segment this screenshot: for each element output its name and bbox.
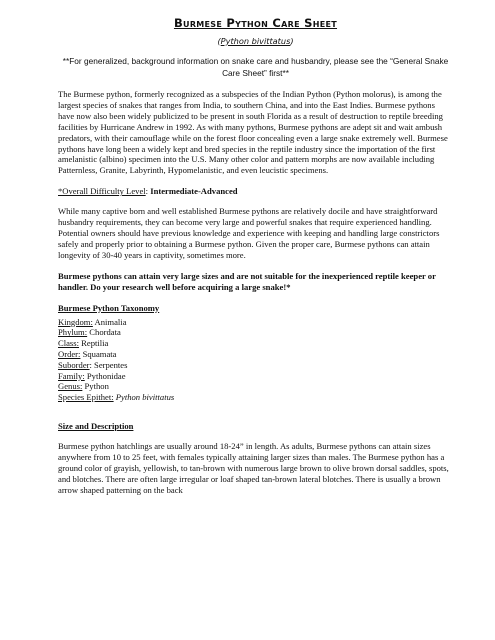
- taxonomy-row: Class: Reptilia: [58, 338, 109, 349]
- taxonomy-list: [58, 317, 453, 403]
- difficulty-label: *Overall Difficulty Level: [58, 186, 146, 197]
- general-care-note: **For generalized, background information on snake care and husbandry, please see the “General Snake Care Sheet” first**: [62, 56, 449, 78]
- warning-paragraph: Burmese pythons can attain very large sizes and are not suitable for the inexperienced reptile keeper or handler. Do your research well before acquiring a large snake!*: [58, 270, 436, 292]
- page-title: Burmese Python Care Sheet: [173, 16, 338, 30]
- difficulty-line: *Overall Difficulty Level: Intermediate-Advanced: [58, 186, 238, 197]
- size-paragraph: Burmese python hatchlings are usually around 18-24” in length. As adults, Burmese pythons can attain sizes anywhere from 10 to 25 feet, with females typically attaining larger sizes than males. The Burmese python has a ground color of grayish, yellowish, to tan-brown with numerous large brown to olive brown dorsal saddles, spots, and blotches. There are often large irregular or loaf shaped tan-brown lateral blotches. There is usually a brown arrow shaped patterning on the back: [58, 440, 449, 495]
- scientific-name: (Python bivittatus): [217, 36, 294, 46]
- taxonomy-row: Order: Squamata: [58, 348, 117, 359]
- taxonomy-row: Species Epithet: Python bivittatus: [58, 392, 175, 403]
- scientific-name-text: Python bivittatus: [220, 36, 291, 46]
- taxonomy-row: Kingdom: Animalia: [58, 316, 127, 327]
- intro-paragraph: The Burmese python, formerly recognized as a subspecies of the Indian Python (Python molorus), is among the largest species of snakes that ranges from India, to southern China, and into the East Indies. Burmese pythons have now also been widely publicized to be present in south Florida as a result of destruction to reptile breeding facilities by Hurricane Andrew in 1992. As with many pythons, Burmese pythons are adept sit and wait ambush predators, with their camouflage while on the forest floor concealing even a large snake extremely well. Burmese pythons have long been a widely kept and bred species in the reptile industry since the importation of the first amelanistic (albino) specimen into the U.S. Many other color and pattern morphs are now available including Patternless, Granite, Labyrinth, Hypomelanistic, and even leucistic specimens.: [58, 89, 448, 176]
- taxonomy-heading: Burmese Python Taxonomy: [58, 302, 160, 313]
- size-heading: Size and Description: [58, 420, 134, 431]
- taxonomy-row: Phylum: Chordata: [58, 327, 121, 338]
- difficulty-value: Intermediate-Advanced: [150, 186, 238, 197]
- difficulty-paragraph: While many captive born and well established Burmese pythons are relatively docile and have straightforward husbandry requirements, they can become very large and powerful snakes that require experienced handling. Potential owners should have previous knowledge and experience with keeping and handling large constrictors safely and properly prior to obtaining a Burmese python. Given the proper care, Burmese pythons can attain longevity of 30-40 years in captivity, sometimes more.: [58, 206, 440, 260]
- taxonomy-row: Family: Pythonidae: [58, 370, 126, 381]
- taxonomy-row: Suborder: Serpentes: [58, 359, 128, 370]
- taxonomy-row: Genus: Python: [58, 381, 109, 392]
